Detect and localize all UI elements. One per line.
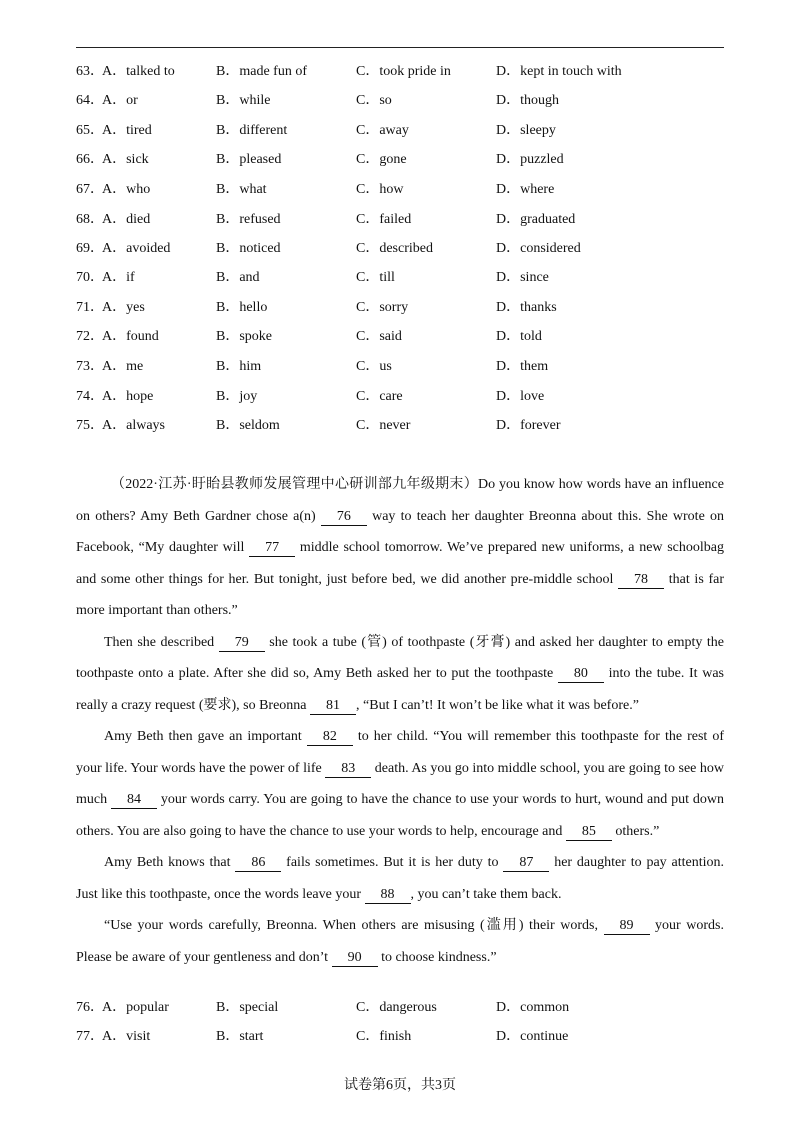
option-c: C．said	[356, 329, 402, 344]
passage-paragraph-2	[76, 627, 724, 722]
passage-text: to choose kindness.”	[377, 949, 497, 965]
blank-89: 89	[604, 918, 650, 935]
option-c: C．us	[356, 359, 392, 374]
question-row-70	[76, 268, 726, 288]
question-row-72	[76, 327, 726, 347]
option-a: A．tired	[102, 123, 152, 138]
option-c: C．dangerous	[356, 1000, 437, 1015]
option-c: C．gone	[356, 152, 407, 167]
option-c: C．finish	[356, 1029, 412, 1044]
option-d: D．common	[496, 1000, 570, 1015]
question-number: 75．	[76, 418, 104, 433]
passage-text: Then she described	[104, 634, 219, 650]
question-row-64	[76, 91, 726, 111]
option-d: D．where	[496, 182, 555, 197]
option-a: A．who	[102, 182, 151, 197]
option-d: D．them	[496, 359, 549, 374]
passage-text: that is far more important than others.”	[76, 571, 724, 618]
blank-78: 78	[618, 572, 664, 589]
option-a: A．visit	[102, 1029, 151, 1044]
question-number: 70．	[76, 270, 104, 285]
question-number: 69．	[76, 241, 104, 256]
passage-paragraph-3	[76, 721, 724, 847]
option-c: C．away	[356, 123, 409, 138]
option-c: C．described	[356, 241, 433, 256]
page-footer: 试卷第6页，共3页	[344, 1078, 456, 1093]
option-a: A．hope	[102, 389, 154, 404]
question-row-67	[76, 180, 726, 200]
question-number: 74．	[76, 389, 104, 404]
question-row-75	[76, 416, 726, 436]
question-number: 66．	[76, 152, 104, 167]
passage-text: （2022·江苏·盱眙县教师发展管理中心研训部九年级期末）Do you know how words have an influence on others? Amy Beth Gardner chose a(n)	[76, 477, 724, 524]
option-b: B．what	[216, 182, 267, 197]
passage-text: she took a tube (管) of toothpaste (牙膏) and asked her daughter to empty the toothpaste onto a plate. After she did so, Amy Beth asked her to put the toothpaste	[76, 634, 725, 681]
option-a: A．avoided	[102, 241, 171, 256]
passage-text: “Use your words carefully, Breonna. When others are misusing (滥用) their words,	[104, 918, 604, 933]
question-number: 68．	[76, 212, 104, 227]
option-d: D．love	[496, 389, 545, 404]
option-b: B．joy	[216, 389, 258, 404]
option-d: D．told	[496, 329, 542, 344]
question-row-69	[76, 239, 726, 259]
option-d: D．continue	[496, 1029, 569, 1044]
question-row-65	[76, 121, 726, 141]
option-d: D．forever	[496, 418, 561, 433]
passage-paragraph-5	[76, 910, 724, 973]
option-a: A．me	[102, 359, 144, 374]
blank-84: 84	[111, 792, 157, 809]
question-row-68	[76, 210, 726, 230]
passage-text: fails sometimes. But it is her duty to	[281, 855, 504, 870]
passage-text: way to teach her daughter Breonna about this. She wrote on Facebook, “My daughter will	[76, 508, 724, 555]
passage-paragraph-1	[76, 469, 724, 627]
blank-83: 83	[325, 761, 371, 778]
blank-90: 90	[332, 950, 378, 967]
option-b: B．him	[216, 359, 262, 374]
option-b: B．special	[216, 1000, 279, 1015]
header-rule	[76, 47, 724, 48]
option-c: C．how	[356, 182, 404, 197]
blank-79: 79	[219, 635, 265, 652]
option-a: A．or	[102, 93, 138, 108]
passage-text: others.”	[611, 823, 660, 839]
option-b: B．hello	[216, 300, 268, 315]
passage-text: to her child. “You will remember this toothpaste for the rest of your life. Your words have the power of life	[76, 729, 724, 776]
blank-76: 76	[321, 509, 367, 526]
question-number: 67．	[76, 182, 104, 197]
option-d: D．sleepy	[496, 123, 556, 138]
blank-85: 85	[566, 824, 612, 841]
question-number: 71．	[76, 300, 104, 315]
option-a: A．yes	[102, 300, 145, 315]
question-number: 64．	[76, 93, 104, 108]
question-number: 76．	[76, 1000, 104, 1015]
option-a: A．talked to	[102, 64, 175, 79]
cloze-passage	[76, 469, 724, 973]
option-d: D．considered	[496, 241, 581, 256]
blank-87: 87	[503, 855, 549, 872]
option-d: D．puzzled	[496, 152, 564, 167]
passage-text: Amy Beth knows that	[104, 855, 236, 870]
option-d: D．graduated	[496, 212, 576, 227]
option-b: B．seldom	[216, 418, 280, 433]
question-number: 65．	[76, 123, 104, 138]
option-c: C．till	[356, 270, 395, 285]
question-row-73	[76, 357, 726, 377]
option-b: B．spoke	[216, 329, 272, 344]
option-a: A．died	[102, 212, 151, 227]
passage-text: middle school tomorrow. We’ve prepared new uniforms, a new schoolbag and some other things for her. But tonight, just before bed, we did another pre-middle school	[76, 540, 724, 587]
option-a: A．sick	[102, 152, 149, 167]
passage-paragraph-4	[76, 847, 724, 910]
option-b: B．and	[216, 270, 260, 285]
question-number: 72．	[76, 329, 104, 344]
option-b: B．start	[216, 1029, 264, 1044]
option-d: D．thanks	[496, 300, 557, 315]
option-c: C．care	[356, 389, 403, 404]
question-row-71	[76, 298, 726, 318]
question-number: 73．	[76, 359, 104, 374]
passage-text: , you can’t take them back.	[410, 886, 562, 902]
option-c: C．failed	[356, 212, 412, 227]
question-row-77	[76, 1027, 726, 1047]
question-row-63	[76, 62, 726, 82]
passage-text: into the tube. It was really a crazy request (要求), so Breonna	[76, 666, 724, 713]
option-b: B．different	[216, 123, 288, 138]
blank-77: 77	[249, 540, 295, 557]
option-c: C．took pride in	[356, 64, 451, 79]
option-b: B．made fun of	[216, 64, 307, 79]
option-d: D．though	[496, 93, 559, 108]
passage-text: , “But I can’t! It won’t be like what it was before.”	[356, 697, 639, 713]
question-row-76	[76, 998, 726, 1018]
option-b: B．noticed	[216, 241, 281, 256]
option-d: D．since	[496, 270, 549, 285]
option-a: A．found	[102, 329, 159, 344]
question-row-74	[76, 387, 726, 407]
question-row-66	[76, 150, 726, 170]
passage-text: death. As you go into middle school, you are going to see how much	[76, 760, 724, 807]
option-b: B．refused	[216, 212, 281, 227]
passage-text: your words. Please be aware of your gentleness and don’t	[76, 918, 724, 965]
question-number: 63．	[76, 64, 104, 79]
option-a: A．if	[102, 270, 135, 285]
blank-86: 86	[235, 855, 281, 872]
blank-81: 81	[310, 698, 356, 715]
passage-text: her daughter to pay attention. Just like this toothpaste, once the words leave your	[76, 855, 724, 902]
passage-text: your words carry. You are going to have the chance to use your words to hurt, wound and put down others. You are also going to have the chance to use your words to help, encourage and	[76, 792, 725, 839]
option-a: A．popular	[102, 1000, 169, 1015]
option-c: C．sorry	[356, 300, 409, 315]
blank-80: 80	[558, 666, 604, 683]
blank-88: 88	[365, 887, 411, 904]
option-b: B．pleased	[216, 152, 282, 167]
option-a: A．always	[102, 418, 165, 433]
passage-text: Amy Beth then gave an important	[104, 729, 307, 744]
question-number: 77．	[76, 1029, 104, 1044]
option-c: C．so	[356, 93, 392, 108]
option-d: D．kept in touch with	[496, 64, 622, 79]
blank-82: 82	[307, 729, 353, 746]
option-c: C．never	[356, 418, 411, 433]
option-b: B．while	[216, 93, 271, 108]
